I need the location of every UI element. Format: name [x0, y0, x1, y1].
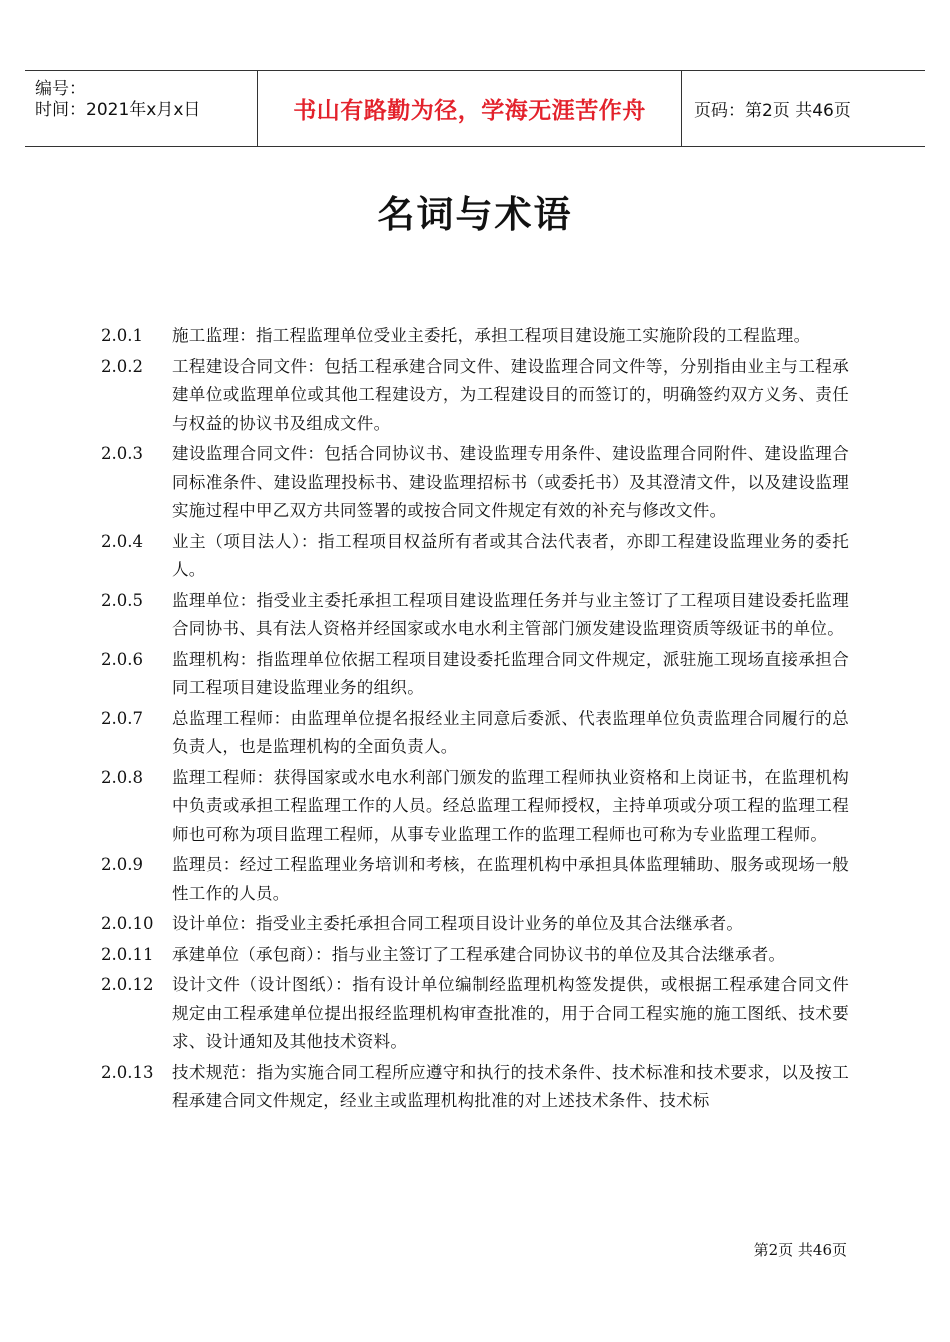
term-text: 施工监理：指工程监理单位受业主委托，承担工程项目建设施工实施阶段的工程监理。 — [172, 326, 811, 345]
term-number: 2.0.12 — [101, 975, 154, 994]
term-item — [101, 764, 851, 850]
term-number: 2.0.8 — [101, 767, 143, 787]
term-text: 总监理工程师：由监理单位提名报经业主同意后委派、代表监理单位负责监理合同履行的总负责人，也是监理机构的全面负责人。 — [172, 708, 849, 756]
term-number: 2.0.4 — [101, 531, 143, 551]
page-footer: 第2页 共46页 — [753, 1241, 847, 1259]
term-text: 设计单位：指受业主委托承担合同工程项目设计业务的单位及其合法继承者。 — [172, 914, 744, 933]
term-item — [101, 941, 851, 970]
term-item — [101, 646, 851, 703]
term-text: 承建单位（承包商）：指与业主签订了工程承建合同协议书的单位及其合法继承者。 — [172, 944, 786, 964]
term-item — [101, 587, 851, 644]
term-text: 监理工程师：获得国家或水电水利部门颁发的监理工程师执业资格和上岗证书，在监理机构中负责或承担工程监理工作的人员。经总监理工程师授权，主持单项或分项工程的监理工程师也可称为项目监理工程师，从事专业监理工作的监理工程师也可称为专业监理工程师。 — [172, 767, 849, 844]
term-number: 2.0.1 — [101, 326, 143, 345]
term-item — [101, 528, 851, 585]
term-item — [101, 910, 851, 939]
terms-list — [101, 322, 851, 1118]
term-text: 工程建设合同文件：包括工程承建合同文件、建设监理合同文件等，分别指由业主与工程承建单位或监理单位或其他工程建设方，为工程建设目的而签订的，明确签约双方义务、责任与权益的协议书及组成文件。 — [172, 356, 849, 433]
header-meta — [25, 71, 257, 146]
term-text: 业主（项目法人）：指工程项目权益所有者或其合法代表者，亦即工程建设监理业务的委托人。 — [172, 531, 849, 579]
term-text: 建设监理合同文件：包括合同协议书、建设监理专用条件、建设监理合同附件、建设监理合同标准条件、建设监理投标书、建设监理招标书（或委托书）及其澄清文件，以及建设监理实施过程中甲乙双方共同签署的或按合同文件规定有效的补充与修改文件。 — [172, 444, 849, 520]
term-number: 2.0.10 — [101, 914, 154, 933]
term-number: 2.0.7 — [101, 708, 143, 728]
document-time: 时间：2021年x月x日 — [35, 100, 201, 120]
header-page-info: 页码：第2页 共46页 — [694, 101, 851, 121]
term-number: 2.0.6 — [101, 649, 143, 669]
term-item — [101, 705, 851, 762]
term-number: 2.0.9 — [101, 855, 143, 874]
term-text: 技术规范：指为实施合同工程所应遵守和执行的技术条件、技术标准和技术要求，以及按工程承建合同文件规定，经业主或监理机构批准的对上述技术条件、技术标 — [172, 1062, 849, 1110]
term-item — [101, 353, 851, 439]
term-text: 监理单位：指受业主委托承担工程项目建设监理任务并与业主签订了工程项目建设委托监理合同协书、具有法人资格并经国家或水电水利主管部门颁发建设监理资质等级证书的单位。 — [172, 590, 849, 638]
term-number: 2.0.2 — [101, 356, 143, 376]
term-text: 监理员：经过工程监理业务培训和考核，在监理机构中承担具体监理辅助、服务或现场一般性工作的人员。 — [172, 855, 849, 903]
term-number: 2.0.5 — [101, 590, 143, 610]
term-text: 设计文件（设计图纸）：指有设计单位编制经监理机构签发提供，或根据工程承建合同文件规定由工程承建单位提出报经监理机构审查批准的，用于合同工程实施的施工图纸、技术要求、设计通知及其他技术资料。 — [172, 975, 849, 1051]
term-number: 2.0.13 — [101, 1062, 154, 1082]
term-item — [101, 851, 851, 908]
term-item — [101, 440, 851, 526]
term-text: 监理机构：指监理单位依据工程项目建设委托监理合同文件规定，派驻施工现场直接承担合同工程项目建设监理业务的组织。 — [172, 649, 849, 697]
document-number-label: 编号： — [35, 79, 86, 99]
page-title: 名词与术语 — [377, 193, 573, 236]
term-item — [101, 322, 851, 351]
page-header — [25, 70, 925, 147]
term-item — [101, 1059, 851, 1116]
term-number: 2.0.11 — [101, 944, 154, 964]
term-number: 2.0.3 — [101, 444, 143, 463]
header-motto: 书山有路勤为径，学海无涯苦作舟 — [257, 71, 682, 146]
term-item — [101, 971, 851, 1057]
